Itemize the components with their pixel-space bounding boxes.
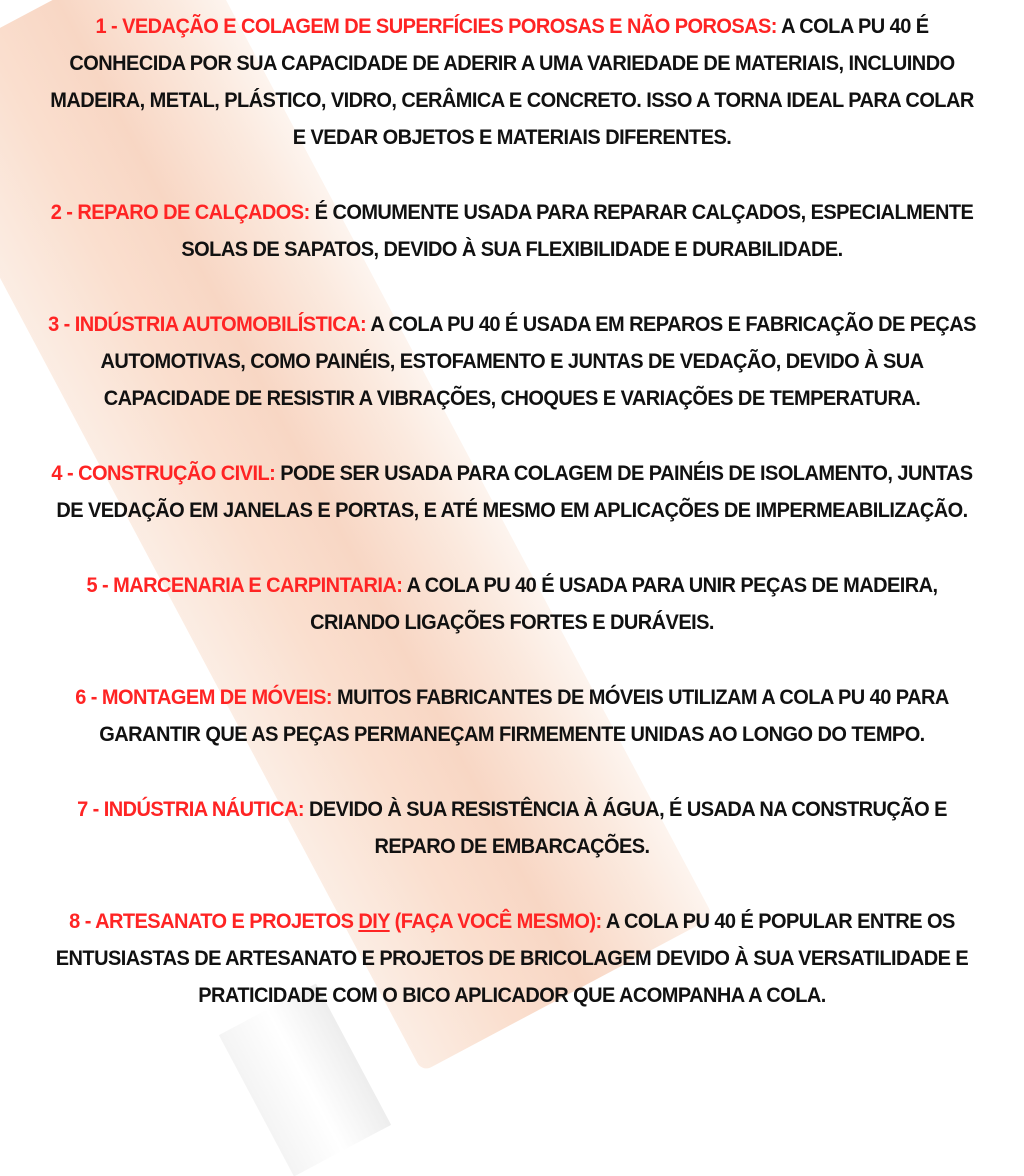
use-item-text: A COLA PU 40 É USADA EM REPAROS E FABRICAÇÃO DE PEÇAS AUTOMOTIVAS, COMO PAINÉIS, ESTOFAMENTO E JUNTAS DE VEDAÇÃO, DEVIDO À SUA CAPACIDADE DE RESISTIR A VIBRAÇÕES, CHOQUES E VARIAÇÕES DE TEMPERATURA. — [100, 312, 976, 410]
use-item-5 — [41, 567, 982, 641]
use-item-label: 5 - MARCENARIA E CARPINTARIA: — [86, 573, 403, 597]
use-item-1 — [41, 8, 982, 156]
use-item-label: 6 - MONTAGEM DE MÓVEIS: — [75, 685, 332, 709]
use-item-3 — [41, 306, 982, 417]
use-item-text: É COMUMENTE USADA PARA REPARAR CALÇADOS, ESPECIALMENTE SOLAS DE SAPATOS, DEVIDO À SUA FLEXIBILIDADE E DURABILIDADE. — [181, 200, 974, 261]
use-item-label: 7 - INDÚSTRIA NÁUTICA: — [77, 797, 305, 821]
use-item-text: A COLA PU 40 É USADA PARA UNIR PEÇAS DE MADEIRA, CRIANDO LIGAÇÕES FORTES E DURÁVEIS. — [310, 573, 938, 634]
use-item-label: 1 - VEDAÇÃO E COLAGEM DE SUPERFÍCIES POROSAS E NÃO POROSAS: — [95, 14, 777, 38]
use-item-text: PODE SER USADA PARA COLAGEM DE PAINÉIS DE ISOLAMENTO, JUNTAS DE VEDAÇÃO EM JANELAS E PORTAS, E ATÉ MESMO EM APLICAÇÕES DE IMPERMEABILIZAÇÃO. — [56, 461, 973, 522]
use-item-label-end: (FAÇA VOCÊ MESMO): — [394, 909, 602, 933]
use-item-text: DEVIDO À SUA RESISTÊNCIA À ÁGUA, É USADA NA CONSTRUÇÃO E REPARO DE EMBARCAÇÕES. — [309, 797, 947, 858]
use-item-label: 4 - CONSTRUÇÃO CIVIL: — [51, 461, 276, 485]
use-item-label-start: 8 - ARTESANATO E PROJETOS — [69, 909, 354, 933]
use-item-text: A COLA PU 40 É POPULAR ENTRE OS ENTUSIASTAS DE ARTESANATO E PROJETOS DE BRICOLAGEM DEVIDO À SUA VERSATILIDADE E PRATICIDADE COM O BICO APLICADOR QUE ACOMPANHA A COLA. — [55, 909, 969, 1007]
use-item-label — [69, 909, 601, 933]
use-item-label: 2 - REPARO DE CALÇADOS: — [50, 200, 310, 224]
use-item-label: 3 - INDÚSTRIA AUTOMOBILÍSTICA: — [48, 312, 367, 336]
use-item-7 — [41, 791, 982, 865]
use-item-8 — [41, 903, 982, 1014]
use-item-4 — [41, 455, 982, 529]
use-item-2 — [41, 194, 982, 268]
use-item-text: MUITOS FABRICANTES DE MÓVEIS UTILIZAM A COLA PU 40 PARA GARANTIR QUE AS PEÇAS PERMANEÇAM FIRMEMENTE UNIDAS AO LONGO DO TEMPO. — [99, 685, 949, 746]
diy-underlined: DIY — [358, 909, 390, 933]
use-item-6 — [41, 679, 982, 753]
use-item-text: A COLA PU 40 É CONHECIDA POR SUA CAPACIDADE DE ADERIR A UMA VARIEDADE DE MATERIAIS, INCLUINDO MADEIRA, METAL, PLÁSTICO, VIDRO, CERÂMICA E CONCRETO. ISSO A TORNA IDEAL PARA COLAR E VEDAR OBJETOS E MATERIAIS DIFERENTES. — [50, 14, 974, 149]
